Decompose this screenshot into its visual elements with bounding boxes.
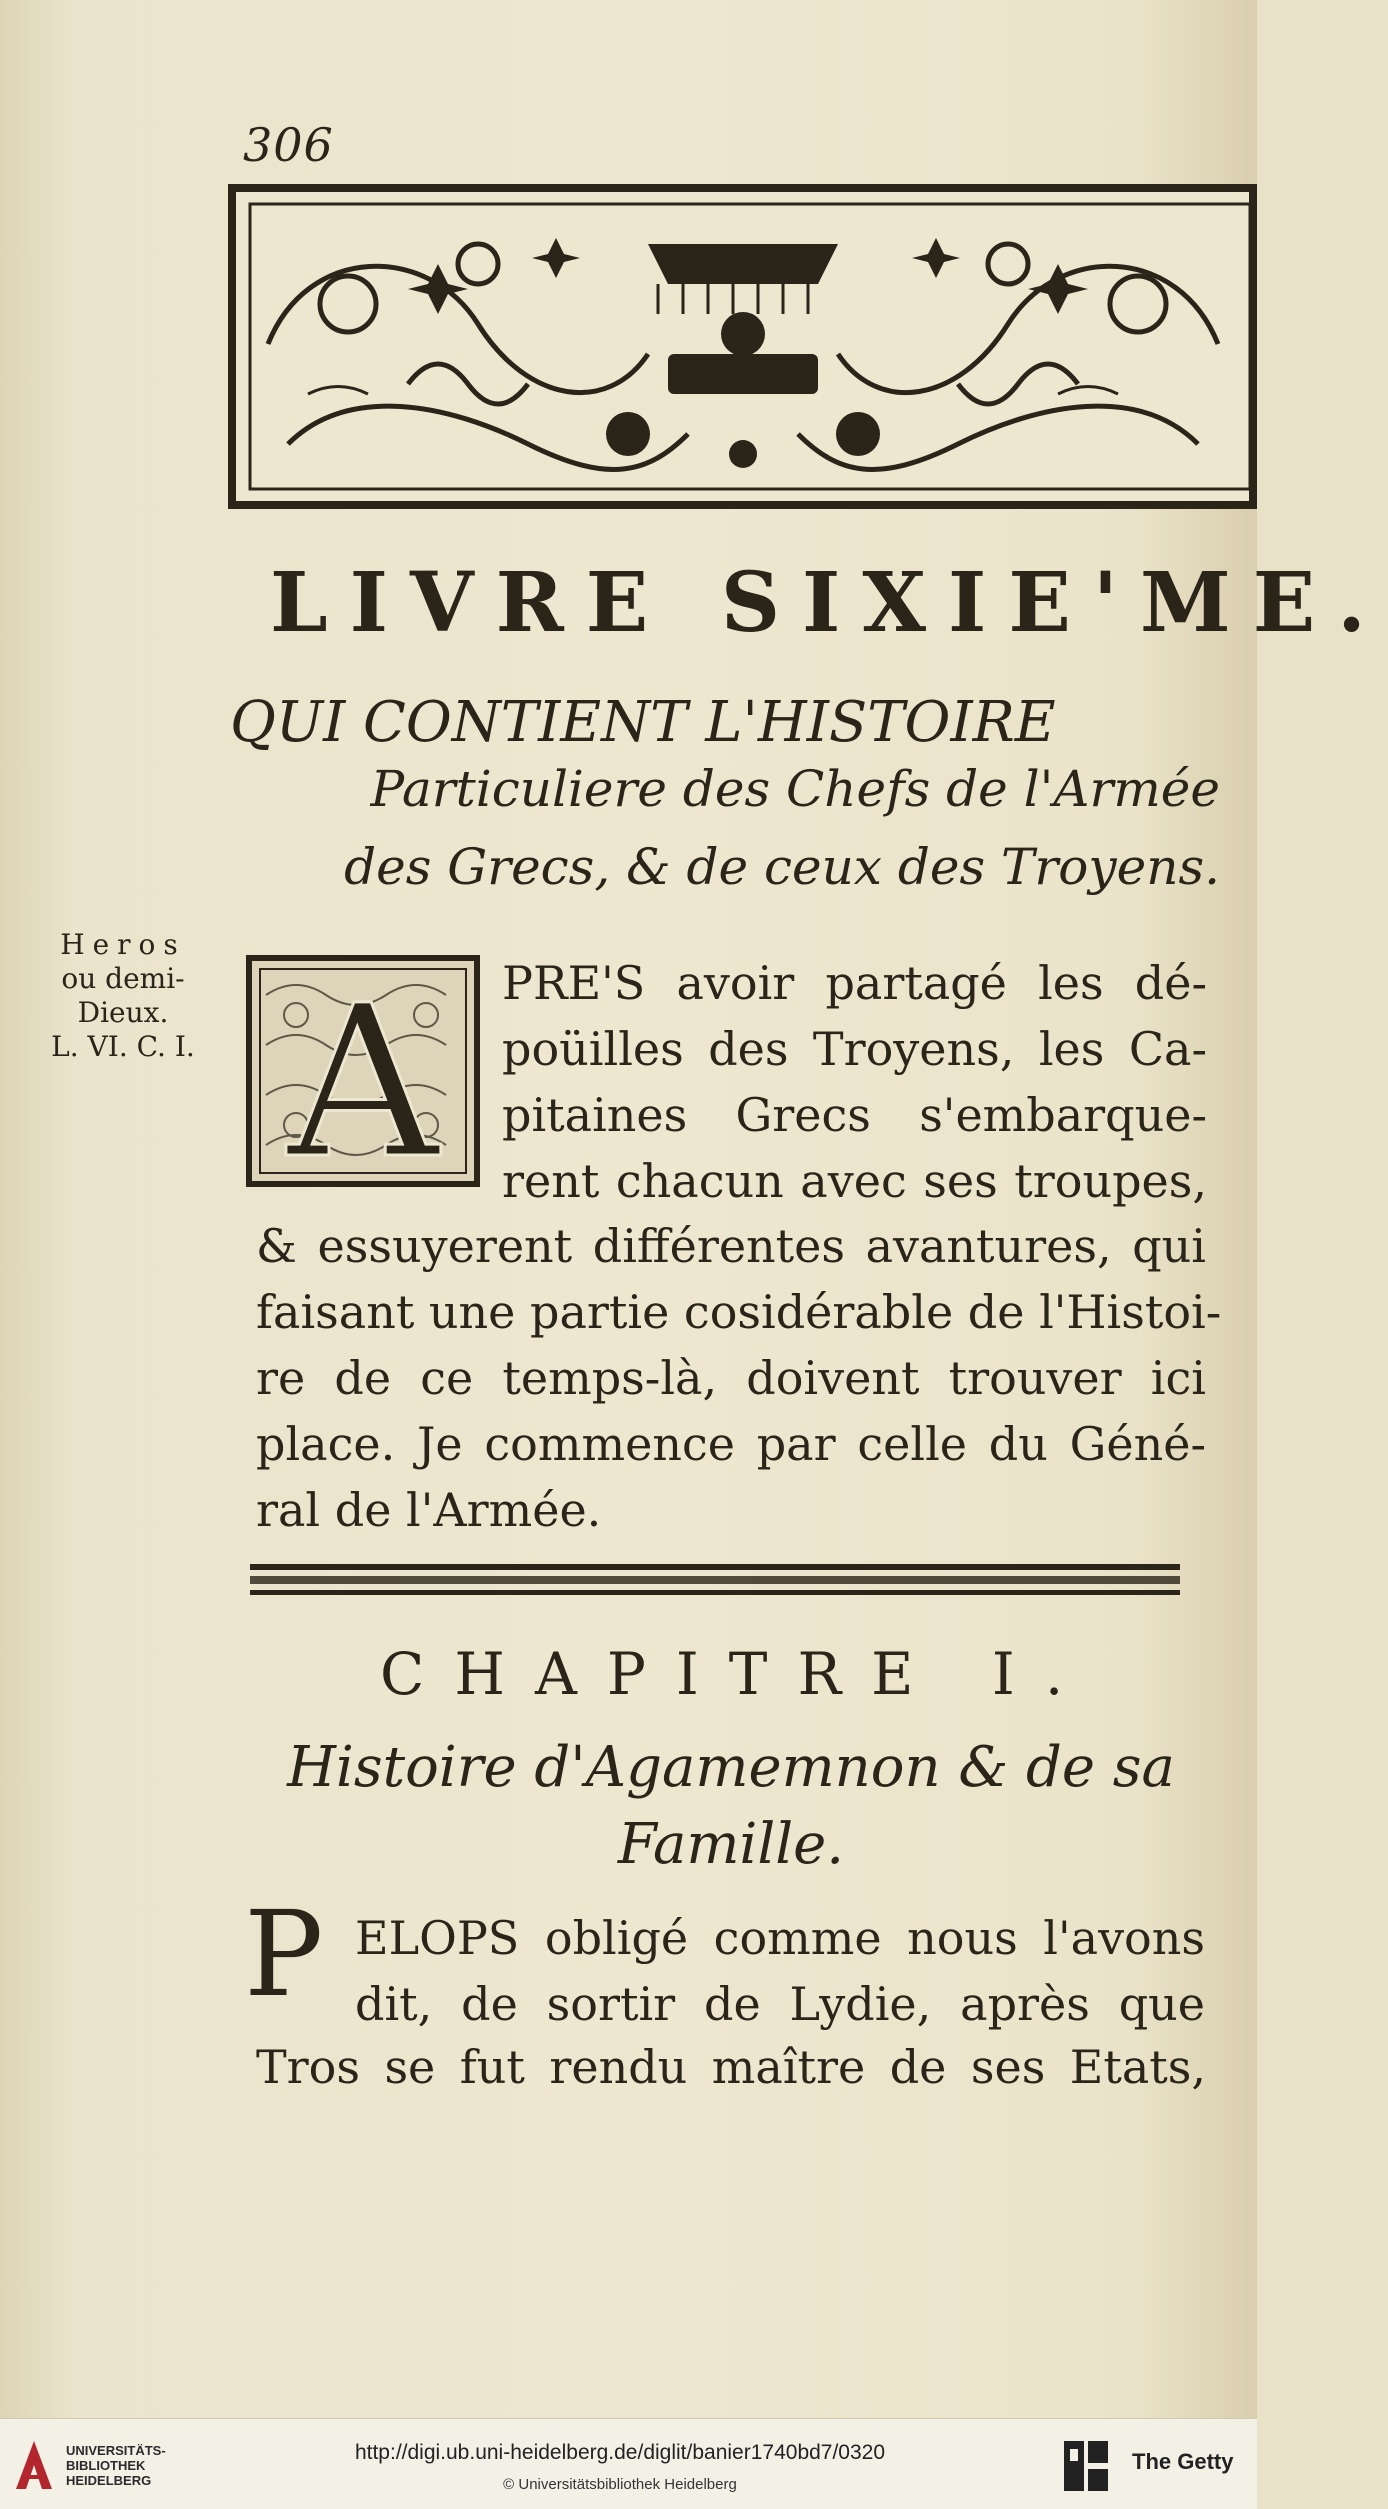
university-line: HEIDELBERG [66, 2473, 152, 2488]
text-line: place. Je commence par celle du Géné- [256, 1417, 1206, 1471]
getty-label: The Getty [1132, 2449, 1234, 2474]
ornamental-rule [250, 1562, 1180, 1598]
footer-bar [0, 2418, 1257, 2509]
subtitle-line-2: Particuliere des Chefs de l'Armée [370, 760, 1220, 818]
paragraph-1-indented [502, 950, 1207, 1214]
initial-letter-p: P [244, 1885, 324, 2023]
text-line: pitaines Grecs s'embarque- [502, 1088, 1207, 1142]
decorated-initial [246, 955, 480, 1205]
university-line: UNIVERSITÄTS- [66, 2443, 166, 2458]
text-line: ELOPS obligé comme nous l'avons [355, 1911, 1205, 1965]
text-line: & essuyerent différentes avantures, qui [256, 1219, 1206, 1273]
paragraph-2 [256, 2034, 1206, 2100]
margin-note-line: L. VI. C. I. [51, 1030, 195, 1063]
subtitle-line-3: des Grecs, & de ceux des Troyens. [344, 838, 1220, 896]
text-line: Tros se fut rendu maître de ses Etats, [256, 2040, 1206, 2094]
text-line: poüilles des Troyens, les Ca- [502, 1022, 1207, 1076]
subtitle-line-1: QUI CONTIENT L'HISTOIRE [230, 690, 1056, 755]
paragraph-2-indented [355, 1905, 1205, 2037]
paragraph-1 [256, 1213, 1222, 1543]
text-line: re de ce temps-là, doivent trouver ici [256, 1351, 1206, 1405]
text-line: ral de l'Armée. [256, 1483, 602, 1537]
getty-logo-icon [1060, 2437, 1112, 2495]
copyright-text: © Universitätsbibliothek Heidelberg [503, 2476, 737, 2493]
book-title: LIVRE SIXIE'ME. [270, 555, 1388, 651]
chapter-subtitle-line-2: Famille. [617, 1812, 845, 1877]
initial-letter: A [287, 960, 439, 1205]
text-line: dit, de sortir de Lydie, après que [355, 1977, 1205, 2031]
source-url-link[interactable]: http://digi.ub.uni-heidelberg.de/diglit/banier1740bd7/0320 [354, 2441, 886, 2464]
margin-note [18, 928, 228, 1064]
chapter-title: CHAPITRE I. [380, 1640, 1094, 1708]
ornamental-headpiece [228, 184, 1257, 509]
chapter-subtitle-line-1: Histoire d'Agamemnon & de sa [287, 1735, 1175, 1800]
page-number: 306 [243, 118, 334, 172]
university-name [66, 2443, 166, 2488]
text-line: rent chacun avec ses troupes, [502, 1154, 1207, 1208]
text-line: faisant une partie cosidérable de l'Histoi- [256, 1285, 1222, 1339]
margin-note-line: Dieux. [77, 996, 169, 1029]
heidelberg-logo-icon [12, 2437, 56, 2493]
margin-note-line: ou demi- [61, 962, 185, 995]
text-line: PRE'S avoir partagé les dé- [502, 956, 1207, 1010]
university-line: BIBLIOTHEK [66, 2458, 146, 2473]
margin-note-line: Heros [60, 928, 186, 961]
